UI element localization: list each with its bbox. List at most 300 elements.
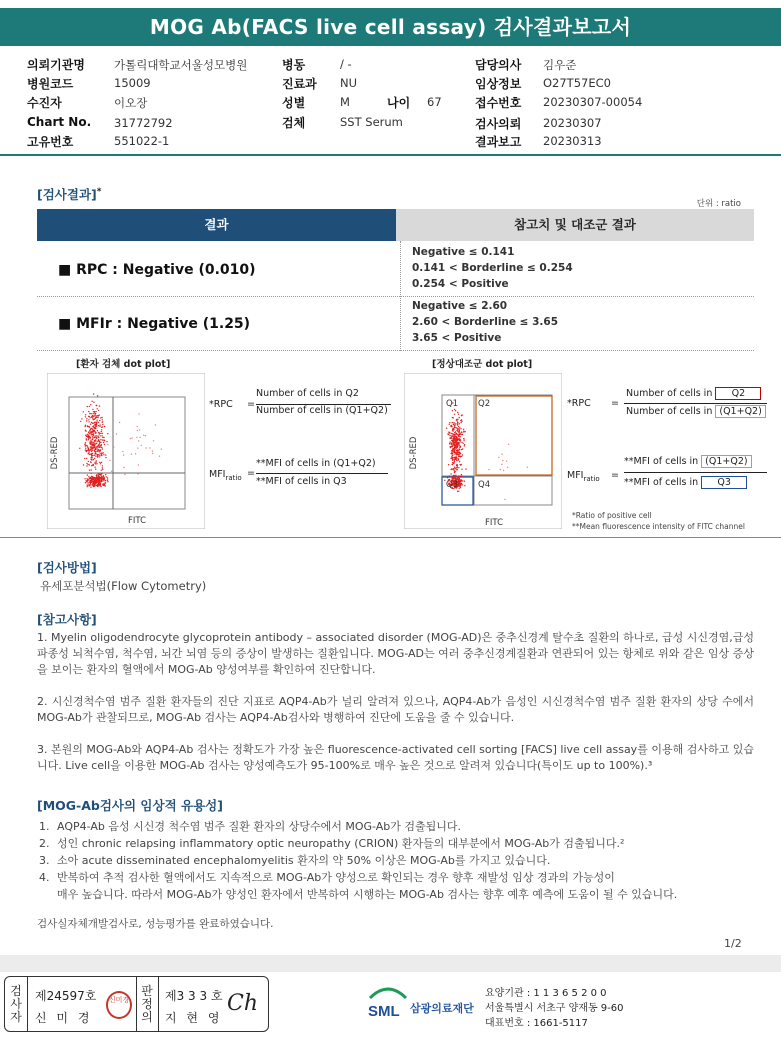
- event-dot: [453, 469, 454, 470]
- event-dot: [94, 482, 95, 483]
- event-dot: [83, 411, 84, 412]
- event-dot: [449, 435, 450, 436]
- event-dot: [448, 434, 449, 435]
- event-dot: [85, 435, 86, 436]
- quadrant-q1-label: Q1: [446, 399, 459, 409]
- mfi-numerator-text: **MFI of cells in: [624, 456, 699, 467]
- event-dot: [86, 418, 87, 419]
- event-dot: [138, 440, 139, 441]
- mfi-label-text: MFI: [567, 470, 584, 481]
- event-dot: [109, 460, 110, 461]
- event-dot: [458, 450, 459, 451]
- event-dot: [99, 424, 100, 425]
- mfi-denominator: **MFI of cells in Q3: [256, 476, 347, 487]
- event-dot: [458, 491, 459, 492]
- event-dot: [95, 463, 96, 464]
- event-dot: [454, 423, 455, 424]
- event-dot: [99, 405, 100, 406]
- info-value: M: [340, 95, 350, 109]
- fraction-bar: [624, 472, 767, 473]
- event-dot: [459, 449, 460, 450]
- event-dot: [104, 426, 105, 427]
- event-dot: [448, 431, 449, 432]
- fraction-bar: [256, 473, 388, 474]
- event-dot: [92, 459, 93, 460]
- event-dot: [90, 483, 91, 484]
- event-dot: [95, 415, 96, 416]
- event-dot: [95, 425, 96, 426]
- quadrant-q2-label: Q2: [478, 399, 491, 409]
- event-dot: [103, 442, 104, 443]
- event-dot: [99, 443, 100, 444]
- event-dot: [137, 473, 138, 474]
- info-value: 20230307-00054: [543, 95, 643, 109]
- divider: [37, 350, 754, 351]
- event-dot: [447, 477, 448, 478]
- event-dot: [102, 419, 103, 420]
- event-dot: [155, 424, 156, 425]
- event-dot: [92, 430, 93, 431]
- divider: [0, 537, 781, 538]
- event-dot: [87, 446, 88, 447]
- info-value: 551022-1: [114, 134, 170, 148]
- event-dot: [498, 457, 499, 458]
- divider: [136, 977, 137, 1031]
- equals-sign: =: [611, 470, 619, 481]
- event-dot: [89, 454, 90, 455]
- event-dot: [100, 435, 101, 436]
- results-title-text: [검사결과]: [37, 187, 97, 202]
- mfi-denominator-text: **MFI of cells in: [624, 477, 699, 488]
- event-dot: [111, 471, 112, 472]
- event-dot: [449, 475, 450, 476]
- sml-logo: [366, 984, 410, 1024]
- event-dot: [97, 435, 98, 436]
- event-dot: [85, 426, 86, 427]
- event-dot: [137, 430, 138, 431]
- label-char: 의: [141, 1010, 153, 1024]
- mfi-subscript: ratio: [583, 474, 600, 483]
- event-dot: [456, 433, 457, 434]
- event-dot: [94, 467, 95, 468]
- mfir-result-text: MFIr : Negative (1.25): [76, 316, 251, 332]
- event-dot: [88, 461, 89, 462]
- event-dot: [96, 421, 97, 422]
- event-dot: [103, 480, 104, 481]
- event-dot: [453, 417, 454, 418]
- event-dot: [93, 445, 94, 446]
- event-dot: [97, 447, 98, 448]
- event-dot: [455, 476, 456, 477]
- event-dot: [102, 439, 103, 440]
- event-dot: [87, 406, 88, 407]
- event-dot: [459, 427, 460, 428]
- event-dot: [98, 439, 99, 440]
- list-text: 매우 높습니다. 따라서 MOG-Ab가 양성인 환자에서 반복하여 시행하는 MOG-Ab 검사는 향후 예후 예측에 도움이 될 수 있습니다.: [57, 888, 678, 901]
- event-dot: [89, 442, 90, 443]
- event-dot: [91, 413, 92, 414]
- event-dot: [116, 433, 117, 434]
- event-dot: [449, 422, 450, 423]
- equals-sign: =: [247, 468, 255, 479]
- event-dot: [457, 439, 458, 440]
- event-dot: [457, 422, 458, 423]
- event-dot: [86, 439, 87, 440]
- event-dot: [456, 440, 457, 441]
- info-value: 가톨릭대학교서울성모병원: [114, 58, 248, 72]
- patient-rpc-formula: [209, 388, 394, 428]
- event-dot: [92, 485, 93, 486]
- event-dot: [454, 426, 455, 427]
- event-dot: [96, 417, 97, 418]
- event-dot: [88, 416, 89, 417]
- patient-info: [0, 54, 781, 152]
- event-dot: [86, 478, 87, 479]
- mfi-label: [567, 470, 600, 483]
- event-dot: [95, 435, 96, 436]
- event-dot: [96, 485, 97, 486]
- event-dot: [97, 430, 98, 431]
- event-dot: [452, 410, 453, 411]
- rpc-numerator: [626, 387, 761, 400]
- examiner-vertical-label: [7, 985, 25, 1024]
- lab-info: [485, 986, 624, 1031]
- event-dot: [451, 425, 452, 426]
- note-paragraph-2: 2. 시신경척수염 범주 질환 환자들의 진단 지표로 AQP4-Ab가 널리 알려져 있으나, AQP4-Ab가 음성인 시신경척수염 범주 질환 환자의 상당 수에서 MOG-Ab가 관찰되므로, MOG-Ab 검사는 AQP4-Ab검사와 병행하여 진단에 도움을 줄 수 있습니다.: [37, 695, 754, 724]
- reference-line: Negative ≤ 2.60: [412, 300, 508, 312]
- rpc-denominator-text: Number of cells in: [626, 406, 713, 417]
- results-asterisk: *: [96, 186, 102, 197]
- event-dot: [80, 421, 81, 422]
- event-dot: [91, 422, 92, 423]
- info-value: 20230313: [543, 134, 602, 148]
- event-dot: [102, 424, 103, 425]
- info-value: 20230307: [543, 116, 602, 130]
- event-dot: [99, 474, 100, 475]
- info-value: NU: [340, 76, 358, 90]
- event-dot: [85, 430, 86, 431]
- event-dot: [460, 476, 461, 477]
- info-label: Chart No.: [27, 115, 92, 129]
- event-dot: [455, 447, 456, 448]
- info-label: 검체: [282, 116, 306, 130]
- event-dot: [458, 426, 459, 427]
- event-dot: [101, 431, 102, 432]
- event-dot: [85, 416, 86, 417]
- quadrant-q3-label: Q3: [446, 480, 459, 490]
- event-dot: [452, 422, 453, 423]
- result-column-header: 결과: [37, 209, 396, 241]
- event-dot: [453, 440, 454, 441]
- info-label: 접수번호: [475, 96, 522, 110]
- event-dot: [100, 445, 101, 446]
- event-dot: [456, 453, 457, 454]
- divider: [0, 154, 781, 156]
- event-dot: [89, 484, 90, 485]
- event-dot: [95, 433, 96, 434]
- event-dot: [465, 468, 466, 469]
- event-dot: [453, 477, 454, 478]
- event-dot: [455, 431, 456, 432]
- event-dot: [460, 436, 461, 437]
- event-dot: [454, 457, 455, 458]
- event-dot: [96, 482, 97, 483]
- event-dot: [98, 415, 99, 416]
- event-dot: [452, 443, 453, 444]
- event-dot: [145, 435, 146, 436]
- info-label: 진료과: [282, 77, 317, 91]
- mfi-footnote: **Mean fluorescence intensity of FITC channel: [572, 522, 745, 531]
- reference-line: 0.254 < Positive: [412, 278, 509, 290]
- event-dot: [488, 469, 489, 470]
- event-dot: [504, 499, 505, 500]
- event-dot: [462, 476, 463, 477]
- event-dot: [94, 418, 95, 419]
- event-dot: [104, 478, 105, 479]
- event-dot: [95, 453, 96, 454]
- patient-mfi-formula: [209, 458, 394, 494]
- reference-line: 3.65 < Positive: [412, 332, 502, 344]
- info-value: / -: [340, 57, 352, 71]
- event-dot: [88, 450, 89, 451]
- event-dot: [460, 440, 461, 441]
- event-dot: [99, 455, 100, 456]
- control-xlabel: FITC: [484, 518, 504, 528]
- event-dot: [449, 443, 450, 444]
- event-dot: [450, 458, 451, 459]
- event-dot: [97, 484, 98, 485]
- event-dot: [94, 481, 95, 482]
- event-dot: [89, 470, 90, 471]
- event-dot: [93, 435, 94, 436]
- equals-sign: =: [611, 398, 619, 409]
- event-dot: [458, 432, 459, 433]
- event-dot: [123, 467, 124, 468]
- event-dot: [456, 419, 457, 420]
- event-dot: [86, 450, 87, 451]
- event-dot: [87, 484, 88, 485]
- info-label: 의뢰기관명: [27, 58, 85, 72]
- event-dot: [107, 444, 108, 445]
- event-dot: [463, 438, 464, 439]
- event-dot: [85, 480, 86, 481]
- method-title: [검사방법]: [37, 560, 97, 575]
- event-dot: [95, 411, 96, 412]
- event-dot: [89, 417, 90, 418]
- event-dot: [458, 484, 459, 485]
- label-char: 정: [141, 997, 153, 1011]
- event-dot: [96, 463, 97, 464]
- event-dot: [452, 460, 453, 461]
- event-dot: [456, 442, 457, 443]
- rpc-denominator: [626, 406, 766, 417]
- event-dot: [451, 443, 452, 444]
- event-dot: [123, 454, 124, 455]
- reference-line: 2.60 < Borderline ≤ 3.65: [412, 316, 559, 328]
- event-dot: [90, 404, 91, 405]
- event-dot: [457, 430, 458, 431]
- event-dot: [456, 446, 457, 447]
- event-dot: [122, 451, 123, 452]
- event-dot: [462, 454, 463, 455]
- event-dot: [98, 478, 99, 479]
- control-ylabel: DS-RED: [409, 436, 419, 470]
- event-dot: [459, 481, 460, 482]
- event-dot: [102, 437, 103, 438]
- patient-plot-title: [환자 검체 dot plot]: [76, 359, 171, 370]
- event-dot: [94, 458, 95, 459]
- equals-sign: =: [247, 399, 255, 410]
- event-dot: [96, 441, 97, 442]
- event-dot: [460, 487, 461, 488]
- list-item: [37, 818, 754, 835]
- event-dot: [459, 461, 460, 462]
- event-dot: [102, 422, 103, 423]
- mfi-label-text: MFI: [209, 469, 226, 480]
- list-text: 반복하여 추적 검사한 혈액에서도 지속적으로 MOG-Ab가 양성으로 확인되는 경우 향후 재발성 임상 경과의 가능성이: [57, 871, 615, 884]
- mfir-reference: [412, 298, 558, 346]
- event-dot: [459, 452, 460, 453]
- rpc-reference: [412, 244, 573, 292]
- event-dot: [459, 456, 460, 457]
- event-dot: [458, 431, 459, 432]
- event-dot: [454, 434, 455, 435]
- event-dot: [102, 448, 103, 449]
- list-text: 소아 acute disseminated encephalomyelitis 환자의 약 50% 이상은 MOG-Ab를 가지고 있습니다.: [57, 854, 551, 867]
- event-dot: [501, 454, 502, 455]
- event-dot: [91, 455, 92, 456]
- event-dot: [86, 420, 87, 421]
- event-dot: [92, 457, 93, 458]
- event-dot: [508, 444, 509, 445]
- event-dot: [105, 480, 106, 481]
- event-dot: [456, 450, 457, 451]
- mfi-numerator: **MFI of cells in (Q1+Q2): [256, 458, 376, 469]
- event-dot: [464, 481, 465, 482]
- event-dot: [458, 485, 459, 486]
- event-dot: [86, 458, 87, 459]
- info-label: 병원코드: [27, 77, 74, 91]
- reference-line: 0.141 < Borderline ≤ 0.254: [412, 262, 573, 274]
- event-dot: [131, 437, 132, 438]
- info-value: 67: [427, 95, 442, 109]
- list-text: 성인 chronic relapsing inflammatory optic neuropathy (CRION) 환자들의 대부분에서 MOG-Ab가 검출됩니다.²: [57, 837, 625, 850]
- event-dot: [149, 447, 150, 448]
- event-dot: [83, 464, 84, 465]
- event-dot: [91, 416, 92, 417]
- quadrant-q4-label: Q4: [478, 480, 491, 490]
- event-dot: [95, 422, 96, 423]
- fraction-bar: [624, 403, 767, 404]
- event-dot: [113, 447, 114, 448]
- event-dot: [85, 482, 86, 483]
- event-dot: [92, 409, 93, 410]
- event-dot: [91, 469, 92, 470]
- event-dot: [153, 440, 154, 441]
- event-dot: [100, 480, 101, 481]
- event-dot: [100, 439, 101, 440]
- event-dot: [450, 441, 451, 442]
- note-paragraph-3: 3. 본원의 MOG-Ab와 AQP4-Ab 검사는 정확도가 가장 높은 fluorescence-activated cell sorting [FACS] live cell assay를 이용해 검사하고 있습니다. Live cell을 이용한 MOG-Ab 검사는 양성예측도가 95-100%로 매우 높은 것으로 알려져 있습니다(특이도 up to 100%).³: [37, 743, 754, 772]
- event-dot: [102, 467, 103, 468]
- judge-vertical-label: [138, 985, 156, 1024]
- event-dot: [101, 427, 102, 428]
- event-dot: [95, 413, 96, 414]
- event-dot: [464, 445, 465, 446]
- event-dot: [452, 451, 453, 452]
- event-dot: [131, 453, 132, 454]
- event-dot: [101, 462, 102, 463]
- event-dot: [87, 474, 88, 475]
- event-dot: [94, 437, 95, 438]
- event-dot: [105, 454, 106, 455]
- label-char: 사: [10, 997, 22, 1011]
- foundation-name: 삼광의료재단: [410, 1002, 474, 1015]
- control-dot-plot: [404, 373, 562, 529]
- event-dot: [451, 436, 452, 437]
- label-char: 자: [10, 1010, 22, 1024]
- event-dot: [84, 458, 85, 459]
- info-label: 검사의뢰: [475, 117, 522, 131]
- event-dot: [90, 437, 91, 438]
- event-dot: [97, 476, 98, 477]
- event-dot: [124, 474, 125, 475]
- event-dot: [85, 442, 86, 443]
- event-dot: [94, 445, 95, 446]
- rpc-numerator-text: Number of cells in: [626, 388, 713, 399]
- event-dot: [90, 424, 91, 425]
- event-dot: [93, 402, 94, 403]
- event-dot: [460, 428, 461, 429]
- event-dot: [85, 414, 86, 415]
- rpc-label: *RPC: [567, 398, 591, 409]
- event-dot: [463, 443, 464, 444]
- list-number: 4.: [39, 871, 50, 884]
- divider: [158, 977, 159, 1031]
- event-dot: [462, 434, 463, 435]
- judge-license-number: 제3 3 3 호: [165, 989, 223, 1003]
- event-dot: [139, 429, 140, 430]
- event-dot: [457, 465, 458, 466]
- event-dot: [460, 441, 461, 442]
- event-dot: [452, 430, 453, 431]
- report-title: MOG Ab(FACS live cell assay) 검사결과보고서: [0, 8, 781, 46]
- event-dot: [457, 412, 458, 413]
- event-dot: [99, 441, 100, 442]
- event-dot: [452, 458, 453, 459]
- event-dot: [92, 436, 93, 437]
- event-dot: [105, 482, 106, 483]
- list-number: 1.: [39, 820, 50, 833]
- event-dot: [456, 457, 457, 458]
- mfi-subscript: ratio: [225, 473, 242, 482]
- event-dot: [103, 452, 104, 453]
- event-dot: [501, 464, 502, 465]
- event-dot: [91, 428, 92, 429]
- event-dot: [458, 467, 459, 468]
- event-dot: [91, 451, 92, 452]
- patient-ylabel: DS-RED: [50, 436, 60, 470]
- lab-info-line: 서울특별시 서초구 양재동 9-60: [485, 1003, 624, 1014]
- event-dot: [453, 424, 454, 425]
- event-dot: [459, 488, 460, 489]
- event-dot: [95, 479, 96, 480]
- event-dot: [89, 430, 90, 431]
- event-dot: [453, 468, 454, 469]
- event-dot: [500, 469, 501, 470]
- event-dot: [91, 431, 92, 432]
- event-dot: [454, 472, 455, 473]
